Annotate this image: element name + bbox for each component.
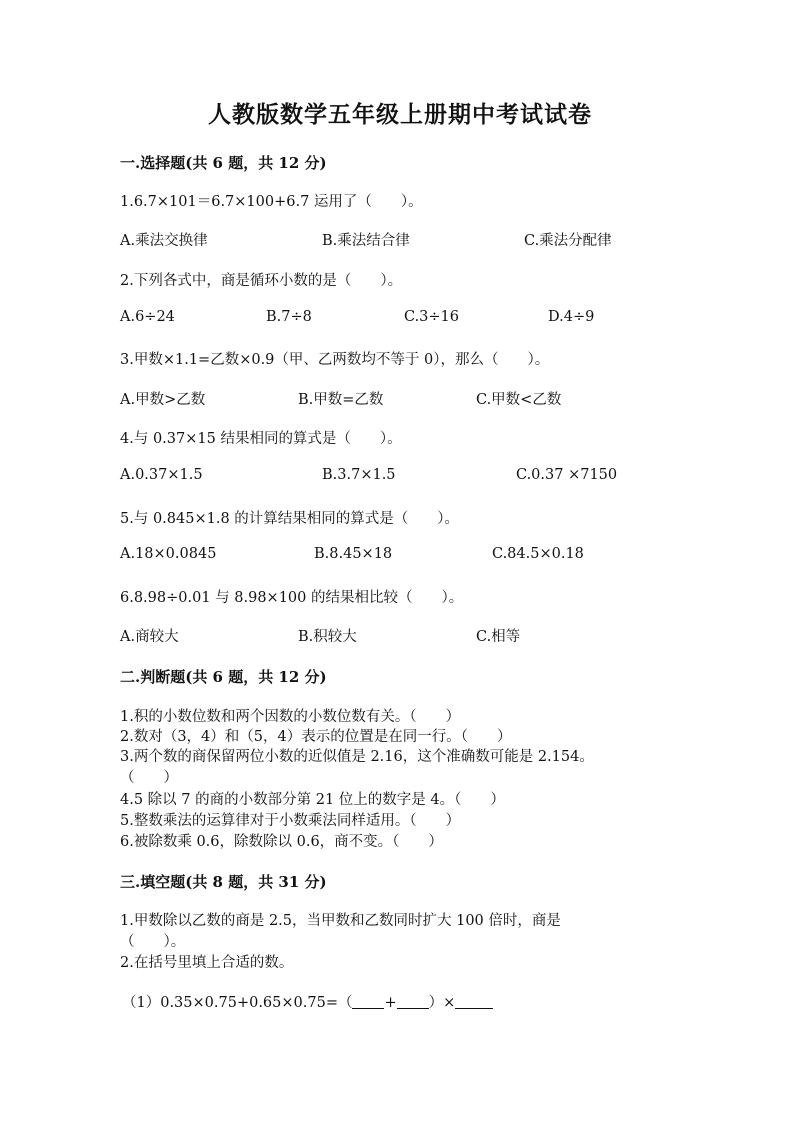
option: C.0.37 ×7150 — [516, 467, 618, 483]
fill-question-text: 2.在括号里填上合适的数。 — [120, 955, 294, 971]
statement-text: 1.积的小数位数和两个因数的小数位数有关。（ ） — [120, 709, 461, 725]
statement-text: 2.数对（3，4）和（5，4）表示的位置是在同一行。（ ） — [120, 729, 512, 745]
option: A.6÷24 — [120, 309, 175, 325]
option: C.84.5×0.18 — [492, 546, 584, 562]
option: A.18×0.0845 — [120, 546, 217, 562]
option: A.商较大 — [120, 629, 179, 645]
option: B.7÷8 — [266, 309, 312, 325]
option: B.甲数=乙数 — [298, 392, 384, 408]
plus-sign: + — [384, 995, 397, 1011]
question-text: 5.与 0.845×1.8 的计算结果相同的算式是（ ）。 — [120, 511, 460, 527]
statement-text: 4.5 除以 7 的商的小数部分第 21 位上的数字是 4。（ ） — [120, 792, 505, 808]
option: A.甲数>乙数 — [120, 392, 206, 408]
option: A.0.37×1.5 — [120, 467, 203, 483]
option: B.乘法结合律 — [322, 233, 410, 249]
question-text: 4.与 0.37×15 结果相同的算式是（ ）。 — [120, 431, 402, 447]
option: C.甲数<乙数 — [476, 392, 562, 408]
option: B.积较大 — [298, 629, 357, 645]
answer-blank[interactable] — [455, 994, 493, 1009]
option: A.乘法交换律 — [120, 233, 208, 249]
option: C.3÷16 — [404, 309, 460, 325]
option: C.相等 — [476, 629, 521, 645]
fill-question-text: 1.甲数除以乙数的商是 2.5，当甲数和乙数同时扩大 100 倍时，商是 — [120, 913, 561, 929]
answer-blank[interactable] — [352, 994, 384, 1009]
fill-expression — [122, 991, 493, 1012]
question-text: 6.8.98÷0.01 与 8.98×100 的结果相比较（ ）。 — [120, 590, 464, 606]
question-text: 3.甲数×1.1=乙数×0.9（甲、乙两数均不等于 0），那么（ ）。 — [120, 352, 550, 368]
option: B.3.7×1.5 — [322, 467, 396, 483]
section-heading-choice: 一.选择题(共 6 题，共 12 分) — [120, 154, 327, 172]
option: D.4÷9 — [548, 309, 595, 325]
expression-close: ）× — [428, 995, 456, 1011]
statement-text: （ ） — [120, 770, 178, 786]
section-heading-fill: 三.填空题(共 8 题，共 31 分) — [120, 873, 327, 891]
option: C.乘法分配律 — [524, 233, 612, 249]
statement-text: 5.整数乘法的运算律对于小数乘法同样适用。（ ） — [120, 813, 461, 829]
statement-text: 3.两个数的商保留两位小数的近似值是 2.16，这个准确数可能是 2.154。 — [120, 749, 594, 765]
statement-text: 6.被除数乘 0.6，除数除以 0.6，商不变。（ ） — [120, 834, 443, 850]
question-text: 1.6.7×101＝6.7×100+6.7 运用了（ ）。 — [120, 194, 423, 210]
option: B.8.45×18 — [314, 546, 393, 562]
section-heading-judge: 二.判断题(共 6 题，共 12 分) — [120, 668, 327, 686]
fill-question-text: （ ）。 — [120, 934, 186, 950]
page-title: 人教版数学五年级上册期中考试试卷 — [208, 101, 592, 128]
answer-blank[interactable] — [397, 994, 429, 1009]
question-text: 2.下列各式中，商是循环小数的是（ ）。 — [120, 273, 403, 289]
expression-prefix: （1）0.35×0.75+0.65×0.75=（ — [122, 995, 353, 1011]
